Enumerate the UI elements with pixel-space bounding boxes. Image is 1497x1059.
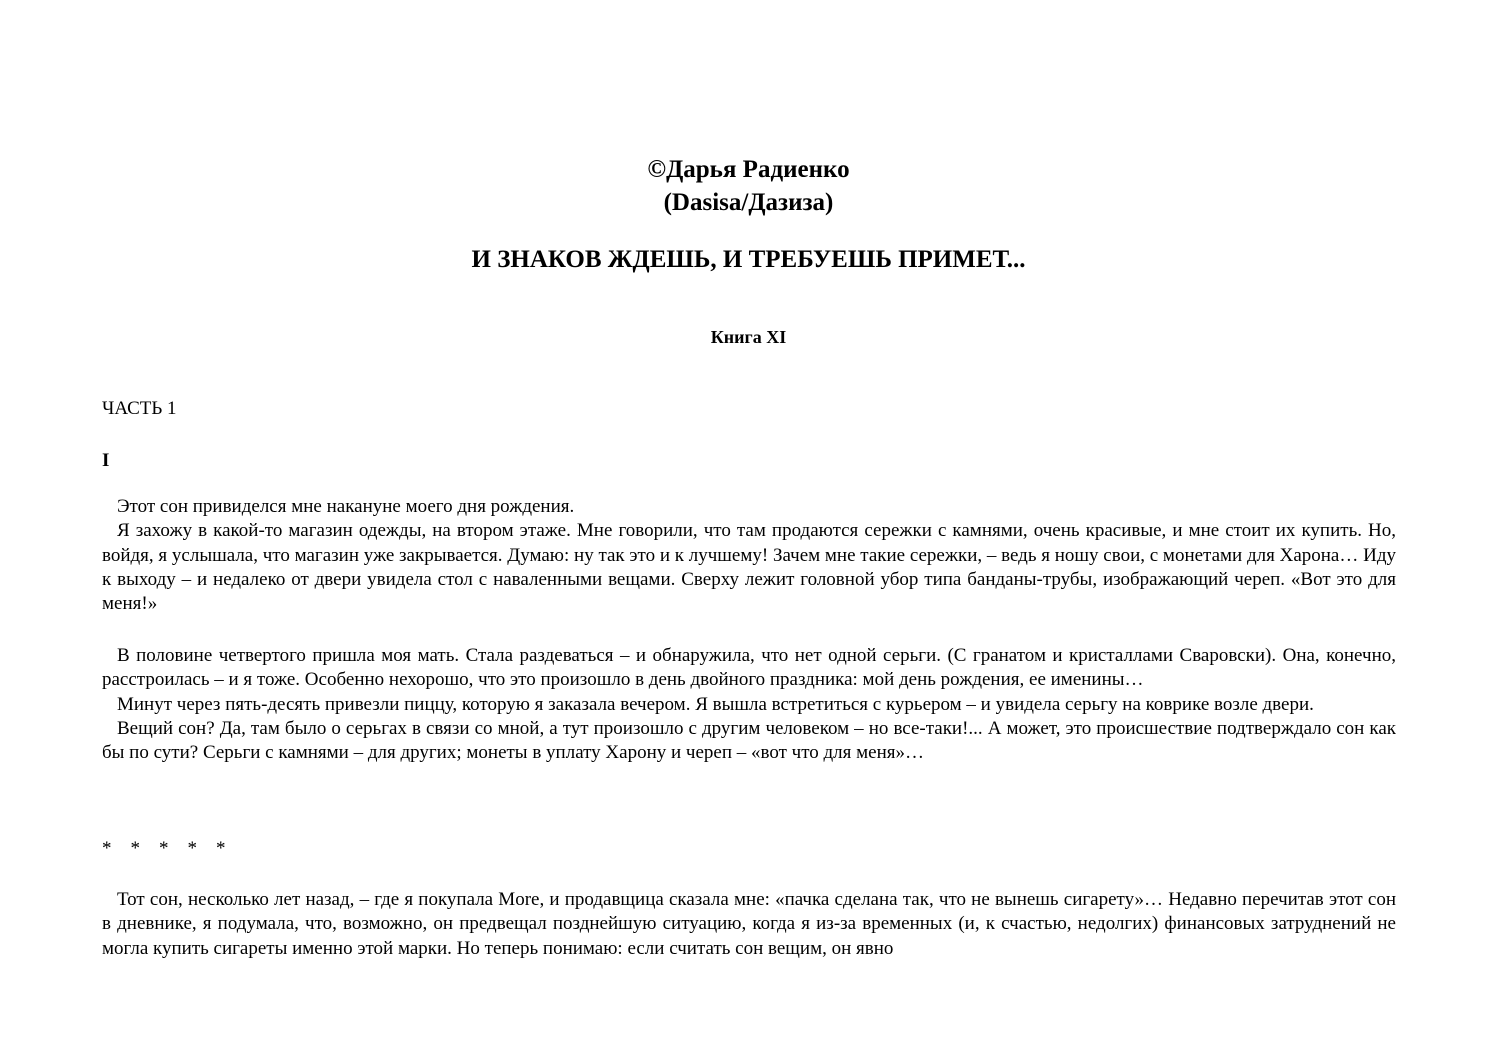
text-block-cigarettes	[102, 888, 1396, 961]
paragraph: Я захожу в какой-то магазин одежды, на втором этаже. Мне говорили, что там продаются сережки с камнями, очень красивые, и мне стоит их купить. Но, войдя, я услышала, что магазин уже закрывается. Думаю: ну так это и к лучшему! Зачем мне такие сережки, – ведь я ношу свои, с монетами для Харона… Иду к выходу – и недалеко от двери увидела стол с наваленными вещами. Сверху лежит головной убор типа банданы-трубы, изображающий череп. «Вот это для меня!»	[102, 520, 1396, 615]
book-number: Книга XI	[710, 327, 787, 347]
paragraph: В половине четвертого пришла моя мать. Стала раздеваться – и обнаружила, что нет одной серьги. (С гранатом и кристаллами Сваровски). Она, конечно, расстроилась – и я тоже. Особенно нехорошо, что это произошло в день двойного праздника: мой день рождения, ее именины…	[102, 645, 1396, 691]
paragraph: Минут через пять-десять привезли пиццу, которую я заказала вечером. Я вышла встретиться с курьером – и увидела серьгу на коврике возле двери.	[117, 693, 1314, 715]
chapter-heading: I	[102, 450, 110, 471]
author-name: ©Дарья Радиенко	[647, 156, 850, 183]
part-heading: ЧАСТЬ 1	[102, 398, 177, 419]
paragraph: Вещий сон? Да, там было о серьгах в связи со мной, а тут произошло с другим человеком – но все-таки!... А может, это происшествие подтверждало сон как бы по сути? Серьги с камнями – для других; монеты в уплату Харону и череп – «вот что для меня»…	[102, 717, 1396, 764]
document-title: И ЗНАКОВ ЖДЕШЬ, И ТРЕБУЕШЬ ПРИМЕТ...	[471, 246, 1026, 273]
section-separator: * * * * *	[102, 838, 226, 859]
paragraph: Тот сон, несколько лет назад, – где я покупала More, и продавщица сказала мне: «пачка сделана так, что не вынешь сигарету»… Недавно перечитав этот сон в дневнике, я подумала, что, возможно, он предвещал позднейшую ситуацию, когда я из-за временных (и, к счастью, недолгих) финансовых затруднений не могла купить сигареты именно этой марки. Но теперь понимаю: если считать сон вещим, он явно	[102, 889, 1396, 959]
text-block-earring	[102, 644, 1396, 765]
author-pseudonym: (Dasisa/Дазиза)	[663, 189, 834, 216]
text-block-dream	[102, 495, 1396, 616]
paragraph: Этот сон привиделся мне накануне моего дня рождения.	[117, 496, 575, 517]
